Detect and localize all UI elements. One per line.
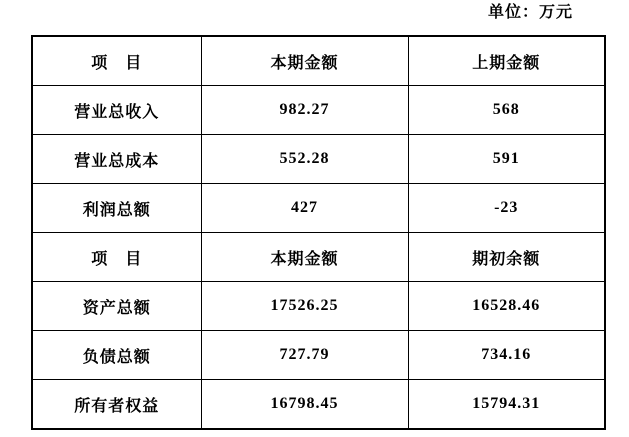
row-label: 营业总成本 bbox=[32, 135, 201, 184]
table-row bbox=[32, 135, 605, 184]
row-value-current: 427 bbox=[201, 184, 408, 233]
row-value-current: 982.27 bbox=[201, 86, 408, 135]
row-value-prior: 568 bbox=[408, 86, 605, 135]
row-value-prior: 591 bbox=[408, 135, 605, 184]
row-value-beginning: 16528.46 bbox=[408, 282, 605, 331]
row-value-beginning: 15794.31 bbox=[408, 380, 605, 430]
header-cell-prior-amount: 上期金额 bbox=[408, 36, 605, 86]
header-cell-item: 项 目 bbox=[32, 233, 201, 282]
row-value-current: 16798.45 bbox=[201, 380, 408, 430]
row-label: 营业总收入 bbox=[32, 86, 201, 135]
table-header-row bbox=[32, 233, 605, 282]
financial-summary-table bbox=[31, 35, 606, 430]
header-cell-current-amount: 本期金额 bbox=[201, 36, 408, 86]
table-row bbox=[32, 86, 605, 135]
row-label: 利润总额 bbox=[32, 184, 201, 233]
row-value-prior: -23 bbox=[408, 184, 605, 233]
header-cell-item: 项 目 bbox=[32, 36, 201, 86]
row-value-current: 17526.25 bbox=[201, 282, 408, 331]
row-value-current: 552.28 bbox=[201, 135, 408, 184]
unit-label: 单位：万元 bbox=[487, 4, 573, 21]
table-header-row bbox=[32, 36, 605, 86]
row-label: 所有者权益 bbox=[32, 380, 201, 430]
row-label: 负债总额 bbox=[32, 331, 201, 380]
table-row bbox=[32, 380, 605, 430]
row-value-current: 727.79 bbox=[201, 331, 408, 380]
row-label: 资产总额 bbox=[32, 282, 201, 331]
table-row bbox=[32, 282, 605, 331]
table-row bbox=[32, 331, 605, 380]
table-row bbox=[32, 184, 605, 233]
header-cell-beginning-balance: 期初余额 bbox=[408, 233, 605, 282]
header-cell-current-amount: 本期金额 bbox=[201, 233, 408, 282]
row-value-beginning: 734.16 bbox=[408, 331, 605, 380]
